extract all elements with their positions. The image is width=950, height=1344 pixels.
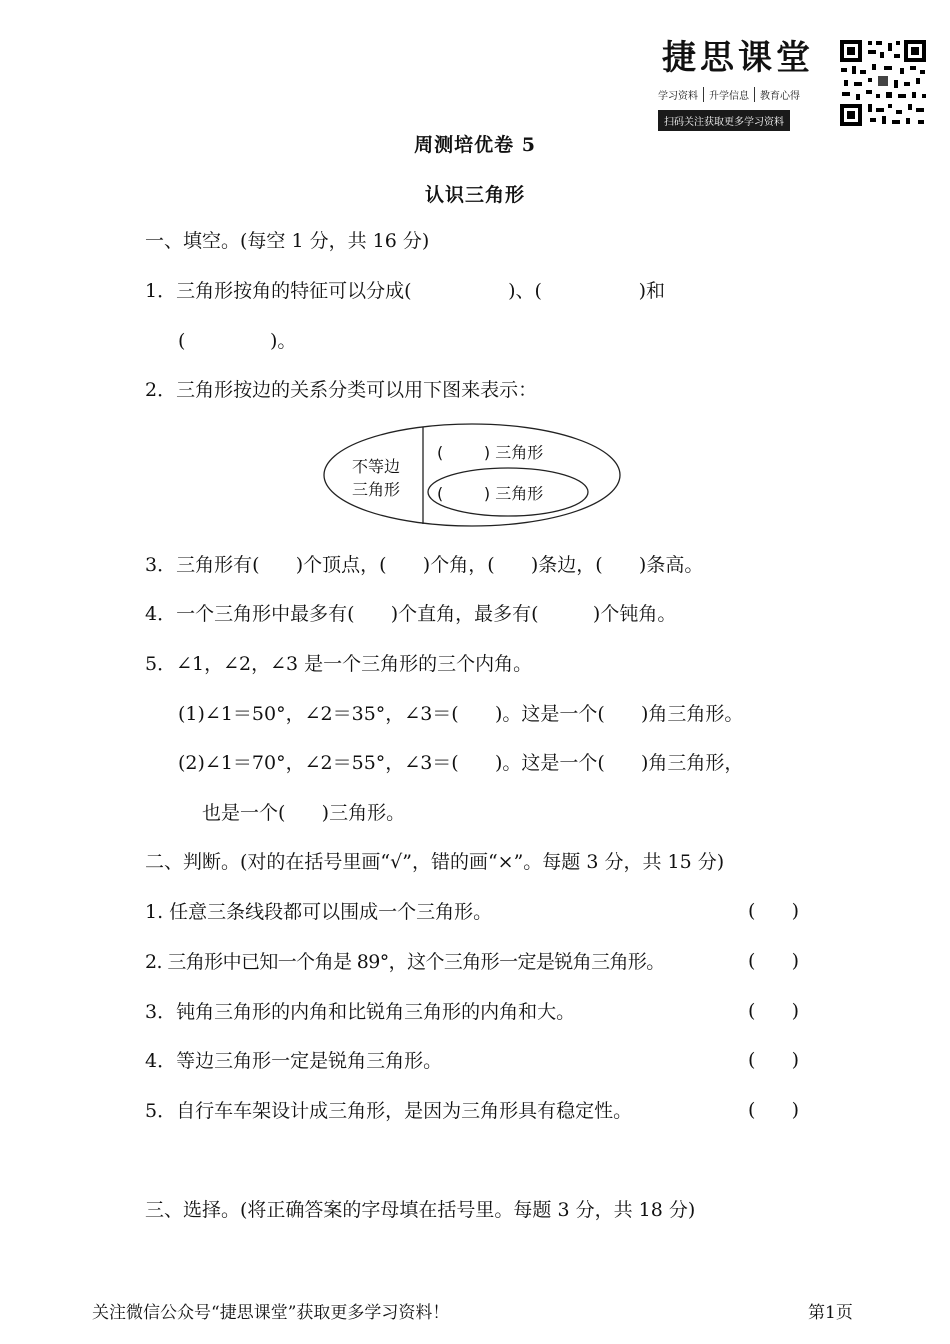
- question-text: ( )。: [178, 330, 297, 352]
- judge-item: 2. 三角形中已知一个角是 89°，这个三角形一定是锐角三角形。: [145, 951, 665, 973]
- answer-bracket[interactable]: ( ): [748, 1000, 800, 1022]
- brand-title: 捷思课堂: [662, 38, 814, 78]
- diagram-left-label: [352, 455, 400, 501]
- section-heading: 一、填空。(每空 1 分，共 16 分): [145, 230, 430, 252]
- judge-item: 3．钝角三角形的内角和比锐角三角形的内角和大。: [145, 1001, 576, 1023]
- question-text: 3．三角形有( )个顶点，( )个角，( )条边，( )条高。: [145, 554, 704, 576]
- diagram-label-line: 三角形: [352, 480, 401, 499]
- footer-note: 关注微信公众号“捷思课堂”获取更多学习资料！: [92, 1303, 450, 1323]
- brand-tags: [658, 87, 818, 102]
- answer-bracket[interactable]: ( ): [748, 1049, 800, 1071]
- judge-item: 4．等边三角形一定是锐角三角形。: [145, 1050, 443, 1072]
- diagram-bottom-label: ( ) 三角形: [437, 484, 544, 503]
- brand-tag: 学习资料: [658, 91, 698, 102]
- qr-code-icon[interactable]: [838, 38, 928, 128]
- judge-item: 5．自行车车架设计成三角形，是因为三角形具有稳定性。: [145, 1100, 633, 1122]
- brand-tag: 教育心得: [754, 87, 805, 102]
- question-text: (1)∠1＝50°，∠2＝35°，∠3＝( )。这是一个( )角三角形。: [178, 703, 744, 725]
- answer-bracket[interactable]: ( ): [748, 900, 800, 922]
- brand-banner: 扫码关注获取更多学习资料: [658, 110, 790, 131]
- brand-logo: [658, 30, 818, 131]
- diagram-label-line: 不等边: [352, 457, 401, 476]
- answer-bracket[interactable]: ( ): [748, 950, 800, 972]
- page-number: 第1页: [808, 1303, 853, 1323]
- question-text: 5．∠1，∠2，∠3 是一个三角形的三个内角。: [145, 653, 533, 675]
- question-text: 4．一个三角形中最多有( )个直角，最多有( )个钝角。: [145, 603, 677, 625]
- section-heading: 三、选择。(将正确答案的字母填在括号里。每题 3 分，共 18 分): [145, 1199, 696, 1221]
- question-text: 2．三角形按边的关系分类可以用下图来表示：: [145, 379, 538, 401]
- question-text: (2)∠1＝70°，∠2＝55°，∠3＝( )。这是一个( )角三角形，: [178, 752, 744, 774]
- answer-bracket[interactable]: ( ): [748, 1099, 800, 1121]
- page-title: 周测培优卷 5: [414, 134, 536, 156]
- judge-item: 1. 任意三条线段都可以围成一个三角形。: [145, 901, 493, 923]
- page-subtitle: 认识三角形: [424, 184, 525, 206]
- question-text: 也是一个( )三角形。: [202, 802, 406, 824]
- question-text: 1．三角形按角的特征可以分成( )、( )和: [145, 280, 666, 302]
- section-heading: 二、判断。(对的在括号里画“√”，错的画“×”。每题 3 分，共 15 分): [145, 851, 725, 873]
- brand-tag: 升学信息: [703, 87, 754, 102]
- diagram-top-label: ( ) 三角形: [437, 443, 544, 462]
